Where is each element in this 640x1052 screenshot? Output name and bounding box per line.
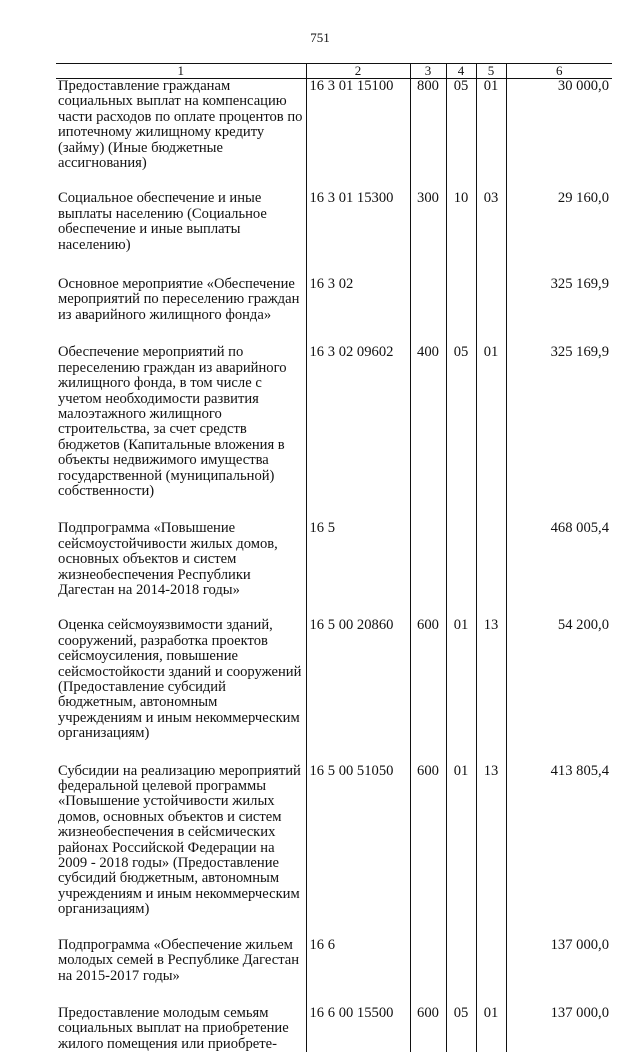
row-amount-cell: 413 805,4 xyxy=(506,764,612,938)
row-amount-cell: 325 169,9 xyxy=(506,345,612,521)
row-amount-cell: 54 200,0 xyxy=(506,618,612,763)
row-code-cell: 16 5 00 51050 xyxy=(306,764,410,938)
row-name-cell: Подпрограмма «Повышение сейсмоустойчивости жилых домов, основных объектов и систем жизнеобеспечения Республики Дагестан на 2014-2018 годы» xyxy=(58,520,278,598)
header-row xyxy=(56,64,612,79)
column-header: 5 xyxy=(476,64,506,79)
row-subsection-cell: 03 xyxy=(476,191,506,277)
row-amount-cell: 325 169,9 xyxy=(506,277,612,345)
row-subsection-cell: 01 xyxy=(476,1006,506,1052)
row-expense-type-cell: 300 xyxy=(410,191,446,277)
row-code-cell: 16 3 01 15300 xyxy=(306,191,410,277)
row-code-cell: 16 5 xyxy=(306,521,410,618)
row-subsection-cell xyxy=(476,521,506,618)
column-header: 3 xyxy=(410,64,446,79)
row-expense-type-cell: 800 xyxy=(410,79,446,192)
column-header: 1 xyxy=(56,64,306,79)
row-subsection-cell xyxy=(476,938,506,1006)
column-header: 6 xyxy=(506,64,612,79)
row-name-cell: Оценка сейсмоуязвимости зданий, сооружений, разработка проектов сейсмоусиления, повышение сейсмостойкости зданий и сооружений (Предоставление субсидий бюджетным, автономным учреждениям и иным некоммерческим организациям) xyxy=(58,617,302,742)
table-row xyxy=(56,764,612,938)
row-subsection-cell: 13 xyxy=(476,618,506,763)
row-expense-type-cell xyxy=(410,277,446,345)
row-subsection-cell: 01 xyxy=(476,345,506,521)
row-name-cell: Субсидии на реализацию мероприятий федеральной целевой программы «Повышение устойчивости жилых домов, основных объектов и систем жизнеобеспечения в сейсмических районах Российской Федерации на 2009 - 2018 годы» (Предоставление субсидий бюджетным, автономным учреждениям и иным некоммерческим организациям) xyxy=(58,762,301,918)
row-code-cell: 16 3 02 09602 xyxy=(306,345,410,521)
row-expense-type-cell xyxy=(410,938,446,1006)
row-expense-type-cell: 600 xyxy=(410,618,446,763)
row-name-cell: Социальное обеспечение и иные выплаты населению (Социальное обеспечение и иные выплаты населению) xyxy=(58,190,267,253)
table-row xyxy=(56,618,612,763)
row-amount-cell: 468 005,4 xyxy=(506,521,612,618)
table-row xyxy=(56,345,612,521)
row-subsection-cell xyxy=(476,277,506,345)
row-name-cell: Обеспечение мероприятий по переселению граждан из аварийного жилищного фонда, в том числе с учетом необходимости развития малоэтажного жилищного строительства, за счет средств бюджетов (Капитальные вложения в объекты недвижимого имущества государственной (муниципальной) собственности) xyxy=(58,344,287,499)
row-name-cell: Предоставление молодым семьям социальных выплат на приобретение жилого помещения или приобрете- xyxy=(58,1004,289,1052)
row-amount-cell: 137 000,0 xyxy=(506,1006,612,1052)
row-name-cell: Основное мероприятие «Обеспечение мероприятий по переселению граждан из аварийного жилищного фонда» xyxy=(58,276,300,323)
budget-table xyxy=(56,63,612,1052)
table-row xyxy=(56,1006,612,1052)
table-row xyxy=(56,79,612,192)
table-row xyxy=(56,938,612,1006)
row-section-cell xyxy=(446,521,476,618)
row-subsection-cell: 13 xyxy=(476,764,506,938)
row-subsection-cell: 01 xyxy=(476,79,506,192)
row-code-cell: 16 3 02 xyxy=(306,277,410,345)
row-amount-cell: 137 000,0 xyxy=(506,938,612,1006)
row-section-cell: 05 xyxy=(446,1006,476,1052)
row-expense-type-cell: 600 xyxy=(410,1006,446,1052)
row-amount-cell: 30 000,0 xyxy=(506,79,612,192)
row-section-cell xyxy=(446,938,476,1006)
row-name-cell: Предоставление гражданам социальных выплат на компенсацию части расходов по оплате процентов по ипотечному жилищному кредиту (займу) (Иные бюджетные ассигнования) xyxy=(58,78,303,172)
row-section-cell: 05 xyxy=(446,79,476,192)
row-section-cell: 01 xyxy=(446,764,476,938)
column-header: 4 xyxy=(446,64,476,79)
row-code-cell: 16 3 01 15100 xyxy=(306,79,410,192)
row-code-cell: 16 6 xyxy=(306,938,410,1006)
row-section-cell: 10 xyxy=(446,191,476,277)
row-expense-type-cell: 400 xyxy=(410,345,446,521)
row-amount-cell: 29 160,0 xyxy=(506,191,612,277)
row-expense-type-cell xyxy=(410,521,446,618)
row-code-cell: 16 5 00 20860 xyxy=(306,618,410,763)
row-name-cell: Подпрограмма «Обеспечение жильем молодых семей в Республике Дагестан на 2015-2017 годы» xyxy=(58,936,300,984)
table-row xyxy=(56,277,612,345)
row-section-cell xyxy=(446,277,476,345)
row-section-cell: 05 xyxy=(446,345,476,521)
column-header: 2 xyxy=(306,64,410,79)
page-number: 751 xyxy=(310,30,330,45)
table-row xyxy=(56,191,612,277)
row-expense-type-cell: 600 xyxy=(410,764,446,938)
row-section-cell: 01 xyxy=(446,618,476,763)
table-row xyxy=(56,521,612,618)
row-code-cell: 16 6 00 15500 xyxy=(306,1006,410,1052)
